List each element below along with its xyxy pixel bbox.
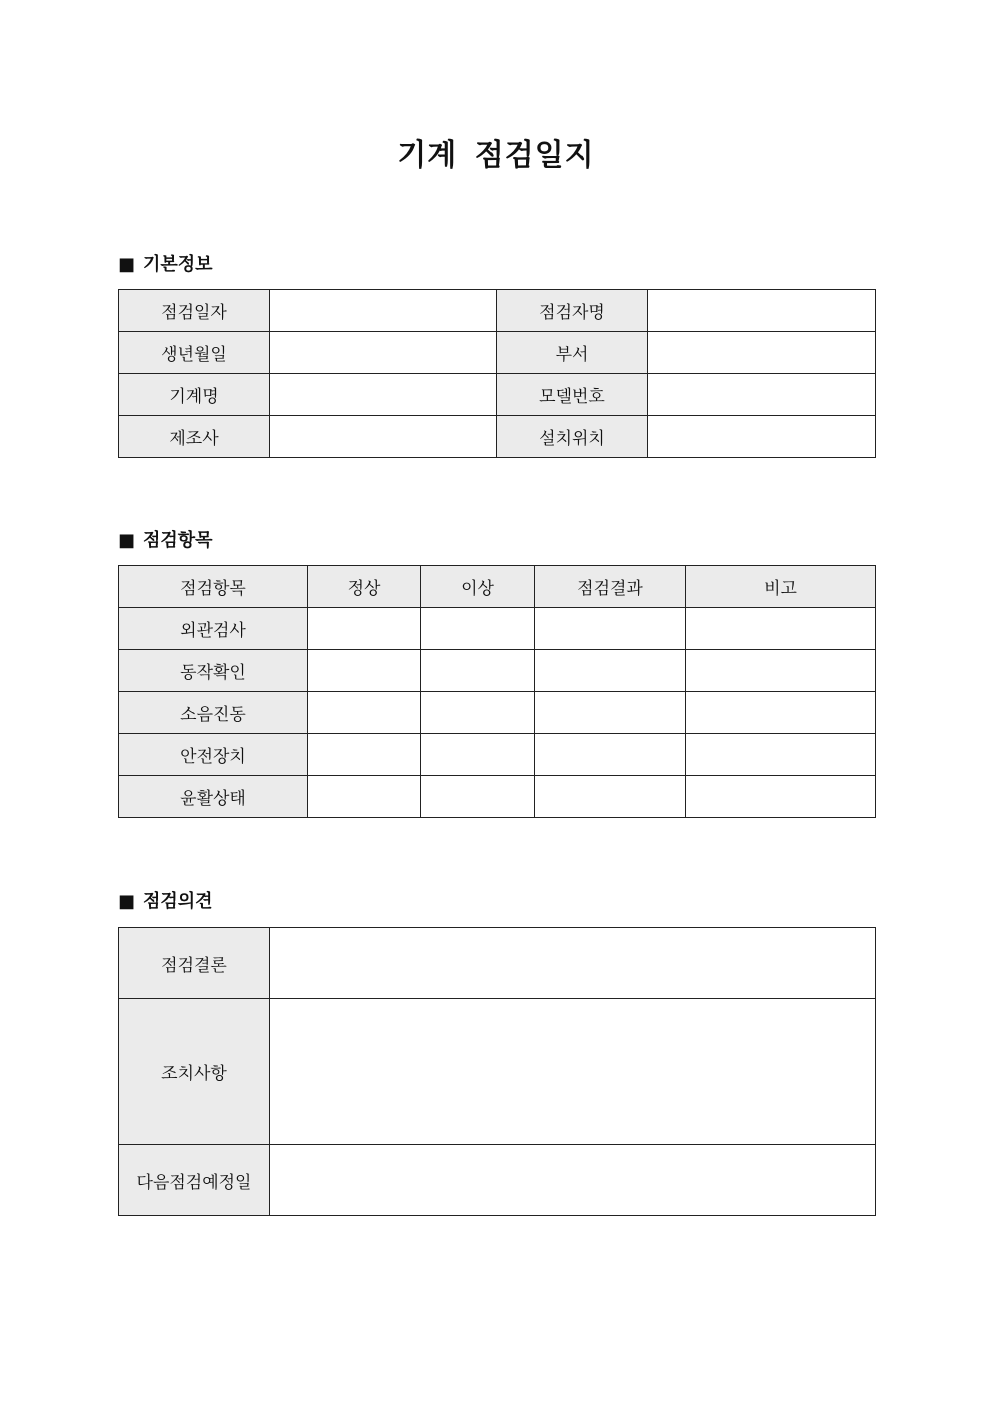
table-row <box>119 290 876 332</box>
cell-abnormal[interactable] <box>421 776 535 818</box>
cell-normal[interactable] <box>308 650 421 692</box>
table-row <box>119 928 876 999</box>
field-label-model-number: 모델번호 <box>497 374 648 416</box>
row-label-check-item: 외관검사 <box>119 608 308 650</box>
cell-result[interactable] <box>535 608 686 650</box>
table-row <box>119 999 876 1145</box>
cell-note[interactable] <box>686 608 876 650</box>
table-row <box>119 608 876 650</box>
section-title: 점검항목 <box>143 530 213 551</box>
table-row <box>119 1145 876 1216</box>
field-value-machine-name[interactable] <box>270 374 497 416</box>
opinion-table <box>118 927 876 1216</box>
cell-result[interactable] <box>535 734 686 776</box>
section-heading-check-items <box>118 529 213 553</box>
field-label-action-items: 조치사항 <box>119 999 270 1145</box>
section-heading-basic-info <box>118 253 213 277</box>
field-label-department: 부서 <box>497 332 648 374</box>
row-label-check-item: 소음진동 <box>119 692 308 734</box>
field-value-birth-date[interactable] <box>270 332 497 374</box>
field-value-manufacturer[interactable] <box>270 416 497 458</box>
field-value-model-number[interactable] <box>648 374 876 416</box>
square-bullet-icon: ■ <box>118 254 136 275</box>
section-title: 기본정보 <box>143 254 213 275</box>
field-value-inspection-date[interactable] <box>270 290 497 332</box>
cell-abnormal[interactable] <box>421 692 535 734</box>
field-label-conclusion: 점검결론 <box>119 928 270 999</box>
table-row <box>119 374 876 416</box>
column-header-normal: 정상 <box>308 566 421 608</box>
section-heading-opinion <box>118 890 213 914</box>
cell-normal[interactable] <box>308 608 421 650</box>
field-label-machine-name: 기계명 <box>119 374 270 416</box>
cell-result[interactable] <box>535 776 686 818</box>
cell-result[interactable] <box>535 650 686 692</box>
square-bullet-icon: ■ <box>118 891 136 912</box>
table-header-row <box>119 566 876 608</box>
field-value-department[interactable] <box>648 332 876 374</box>
column-header-result: 점검결과 <box>535 566 686 608</box>
check-items-table <box>118 565 876 818</box>
field-label-inspection-date: 점검일자 <box>119 290 270 332</box>
field-label-inspector-name: 점검자명 <box>497 290 648 332</box>
field-value-inspector-name[interactable] <box>648 290 876 332</box>
cell-note[interactable] <box>686 734 876 776</box>
table-row <box>119 650 876 692</box>
field-label-birth-date: 생년월일 <box>119 332 270 374</box>
field-value-conclusion[interactable] <box>270 928 876 999</box>
field-value-install-location[interactable] <box>648 416 876 458</box>
page-title: 기계 점검일지 <box>397 138 595 173</box>
table-row <box>119 692 876 734</box>
basic-info-table <box>118 289 876 458</box>
field-label-manufacturer: 제조사 <box>119 416 270 458</box>
row-label-check-item: 윤활상태 <box>119 776 308 818</box>
table-row <box>119 776 876 818</box>
cell-result[interactable] <box>535 692 686 734</box>
field-value-action-items[interactable] <box>270 999 876 1145</box>
section-title: 점검의견 <box>143 891 213 912</box>
row-label-check-item: 안전장치 <box>119 734 308 776</box>
table-row <box>119 416 876 458</box>
cell-note[interactable] <box>686 650 876 692</box>
cell-normal[interactable] <box>308 692 421 734</box>
square-bullet-icon: ■ <box>118 530 136 551</box>
table-row <box>119 734 876 776</box>
field-value-next-inspection-date[interactable] <box>270 1145 876 1216</box>
column-header-abnormal: 이상 <box>421 566 535 608</box>
cell-note[interactable] <box>686 692 876 734</box>
field-label-next-inspection-date: 다음점검예정일 <box>119 1145 270 1216</box>
cell-abnormal[interactable] <box>421 734 535 776</box>
field-label-install-location: 설치위치 <box>497 416 648 458</box>
cell-normal[interactable] <box>308 776 421 818</box>
column-header-note: 비고 <box>686 566 876 608</box>
table-row <box>119 332 876 374</box>
row-label-check-item: 동작확인 <box>119 650 308 692</box>
cell-abnormal[interactable] <box>421 650 535 692</box>
cell-abnormal[interactable] <box>421 608 535 650</box>
cell-normal[interactable] <box>308 734 421 776</box>
cell-note[interactable] <box>686 776 876 818</box>
column-header-item: 점검항목 <box>119 566 308 608</box>
